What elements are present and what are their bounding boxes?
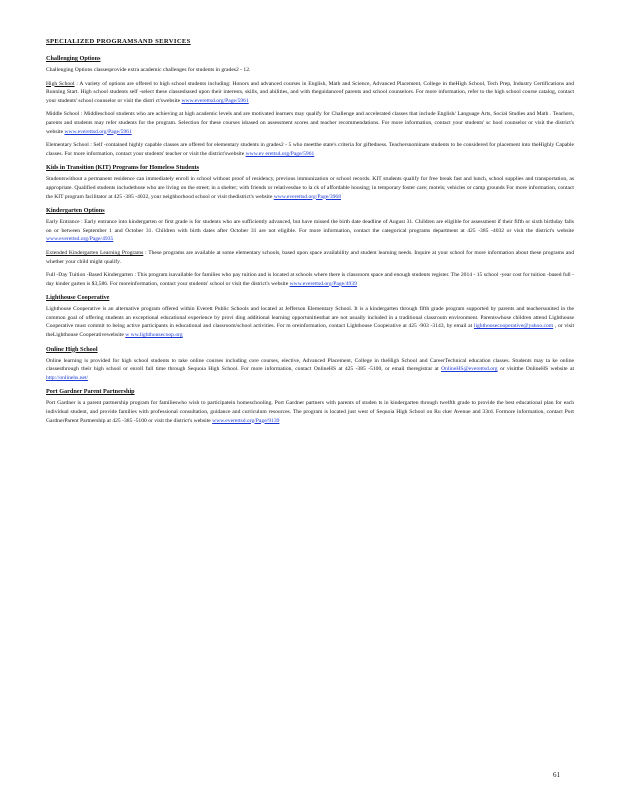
email-link[interactable]: lighthousecooperative@yahoo.com — [473, 323, 554, 330]
section-heading-lighthouse: Lighthouse Cooperative — [46, 294, 110, 302]
section-heading-kit: Kids in Transition (KIT) Programs for Homeless Students — [46, 164, 200, 172]
website-link[interactable]: www.ev erettsd.org/Page/5961 — [245, 150, 315, 157]
paragraph-elementary-school — [46, 141, 574, 158]
paragraph-text: Online learning is provided for high school students to take online courses including core courses, elective, Advanced Placement, College in theHigh School and CareerTechnical education classes. Students may ta ke online classesthrough their high school or enroll full time through Sequoia High School. For more information, contact OnlineHS at 425 -385 -5100, or email theregistrar at — [46, 357, 574, 373]
paragraph-lighthouse — [46, 305, 574, 339]
paragraph-text: : These programs are available at some elementary schools, based upon space availability and student learning needs. Inquire at your school for more information about these programs and whether your child might qualify. — [46, 249, 574, 265]
website-link[interactable]: www.everettsd.org/Page/4939 — [289, 280, 357, 287]
section-heading-online-high-school: Online High School — [46, 345, 98, 353]
paragraph-kit — [46, 175, 574, 201]
paragraph-text: Port Gardner is a parent partnership program for familieswho wish to participatein homeschooling. Port Gardner partners with parents of studen ts in kindergarten through twelfth grade to provide the best educational plan for each individual student, and provide families with professional consultation, guidance and curriculum resources. The program is located just west of Sequoia High School on Ru cker Avenue and 33rd. Formore information, contact Port GardnerParent Partnership at 425 -385 -5100 or visit the district's website — [46, 400, 574, 424]
website-link[interactable]: w ww.lighthousecoop.org — [125, 332, 183, 339]
website-link[interactable]: www.everettsd.org/Page/9139 — [212, 417, 280, 424]
paragraph-port-gardner — [46, 399, 574, 425]
paragraph-extended-kindergarten — [46, 249, 574, 266]
section-heading-kindergarten: Kindergarten Options — [46, 207, 105, 215]
paragraph-early-entrance — [46, 218, 574, 244]
paragraph-challenging-intro — [46, 66, 574, 75]
paragraph-lead: High School — [46, 80, 75, 87]
page-content — [46, 38, 574, 430]
page-title: SPECIALIZED PROGRAMSAND SERVICES — [46, 38, 191, 45]
website-link[interactable]: www.everettsd.org/Page/5961 — [181, 97, 249, 104]
paragraph-text: Full -Day Tuition -Based Kindergarten : This program isavailable for families who pay tuition and is located at schools where there is classroom space and enough students register. The 2014 - 15 school -year cost for tuition -based full -day kinder garten is $3,586. For moreinformation, contact your students' school or visit the district's website — [46, 272, 574, 287]
section-heading-port-gardner: Port Gardner Parent Partnership — [46, 388, 135, 396]
website-link[interactable]: www.everettsd.org/Page/3968 — [273, 193, 342, 200]
paragraph-middle-school — [46, 110, 574, 136]
section-heading-challenging-options: Challenging Options — [46, 55, 101, 62]
website-link[interactable]: www.everettsd.org/Page/5961 — [64, 128, 132, 135]
paragraph-online-high-school — [46, 357, 574, 383]
paragraph-lead: Extended Kindergarten Learning Programs — [46, 249, 144, 256]
paragraph-text: Studentswithout a permanent residence can immediately enroll in school without proof of residency, previous immunization or school records. KIT students qualify for free break fast and lunch, school supplies and transportation, as appropriate. Qualified students includethose who are living on the street; in a shelter; with friends or relativesdue to la ck of affordable housing; in temporary foster care; motels; vehicles or camp grounds For more information, contact the KIT program facilitator at 425 -385 -4032, your neighborhood school or visit thedistrict's website — [46, 176, 574, 200]
page-number: 61 — [553, 771, 560, 779]
paragraph-high-school — [46, 80, 574, 106]
paragraph-text: Early Entrance : Early entrance into kindergarten or first grade is for students who are sufficiently advanced, but have missed the birth date deadline of August 31. Children are eligible for assessment if their fifth or sixth birthday falls on or between September 1 and October 31. Children with birth dates after October 31 are not eligible. For more information, contact the categorical programs department at 425 -385 -4032 or visit the district's website — [46, 219, 574, 234]
paragraph-text: Elementary School : Self -contained highly capable classes are offered for elementary students in grades2 - 5 who meetthe state's criteria for giftedness. Teachersnominate students to be considered for placement into theHighly Capable classes. For more information, contact your students' teacher or visit the district'swebsite — [46, 142, 574, 157]
website-link[interactable]: www.everettsd.org/Page/4935 — [46, 236, 114, 243]
paragraph-tail: , or visit theLighthouse Cooperativewebsite — [46, 323, 574, 339]
paragraph-text: : A variety of options are offered to high school students including: Honors and advanced courses in English, Math and Science, Advanced Placement, College in theHigh School, Tech Prep, Industry Certifications and Running Start. High school students self -select these classesbased upon their interests, skills, and abilities, and with theguidanceof parents and school counselors. For more information, refer to the high school course catalog, contact your students' school counselor or visit the distri ct'swebsite — [46, 80, 575, 104]
paragraph-full-day-kindergarten — [46, 271, 574, 288]
paragraph-text: Lighthouse Cooperative is an alternative program offered within Everett Public Schools and located at Jefferson Elementary School. It is a kindergarten through fifth grade program supported by parents and teachersunited in the common goal of offering students an exceptional educational experience by provi ding additional learning opportunitiesthat are not usually included in a traditional classroom environment. Parentswhose children attend Lighthouse Cooperative must commit to being active participants in educational and classroom/school activities. For m oreinformation, contact Lighthouse Cooperative at 425 -903 -3143, by email at — [46, 306, 574, 330]
website-link[interactable]: http://onlinehs.net/ — [46, 374, 89, 381]
paragraph-text: Challenging Options classesprovide extra academic challenges for students in grades2 - 12. — [46, 67, 251, 73]
paragraph-tail: or visitthe OnlineHS website at — [499, 366, 575, 373]
email-link[interactable]: OnlineHS@everettsd.org — [441, 366, 498, 373]
paragraph-text: Middle School : Middleschool students who are achieving at high academic levels and are motivated learners may qualify for Challenge and accelerated classes that include English/ Language Arts, Social Studies and Math . Teachers, parents and students may refer students for the program. Selection for these courses isbased on assessment scores and teacher recommendations. For more information, contact your students' sc hool counselor or visit the district's website — [46, 111, 574, 135]
